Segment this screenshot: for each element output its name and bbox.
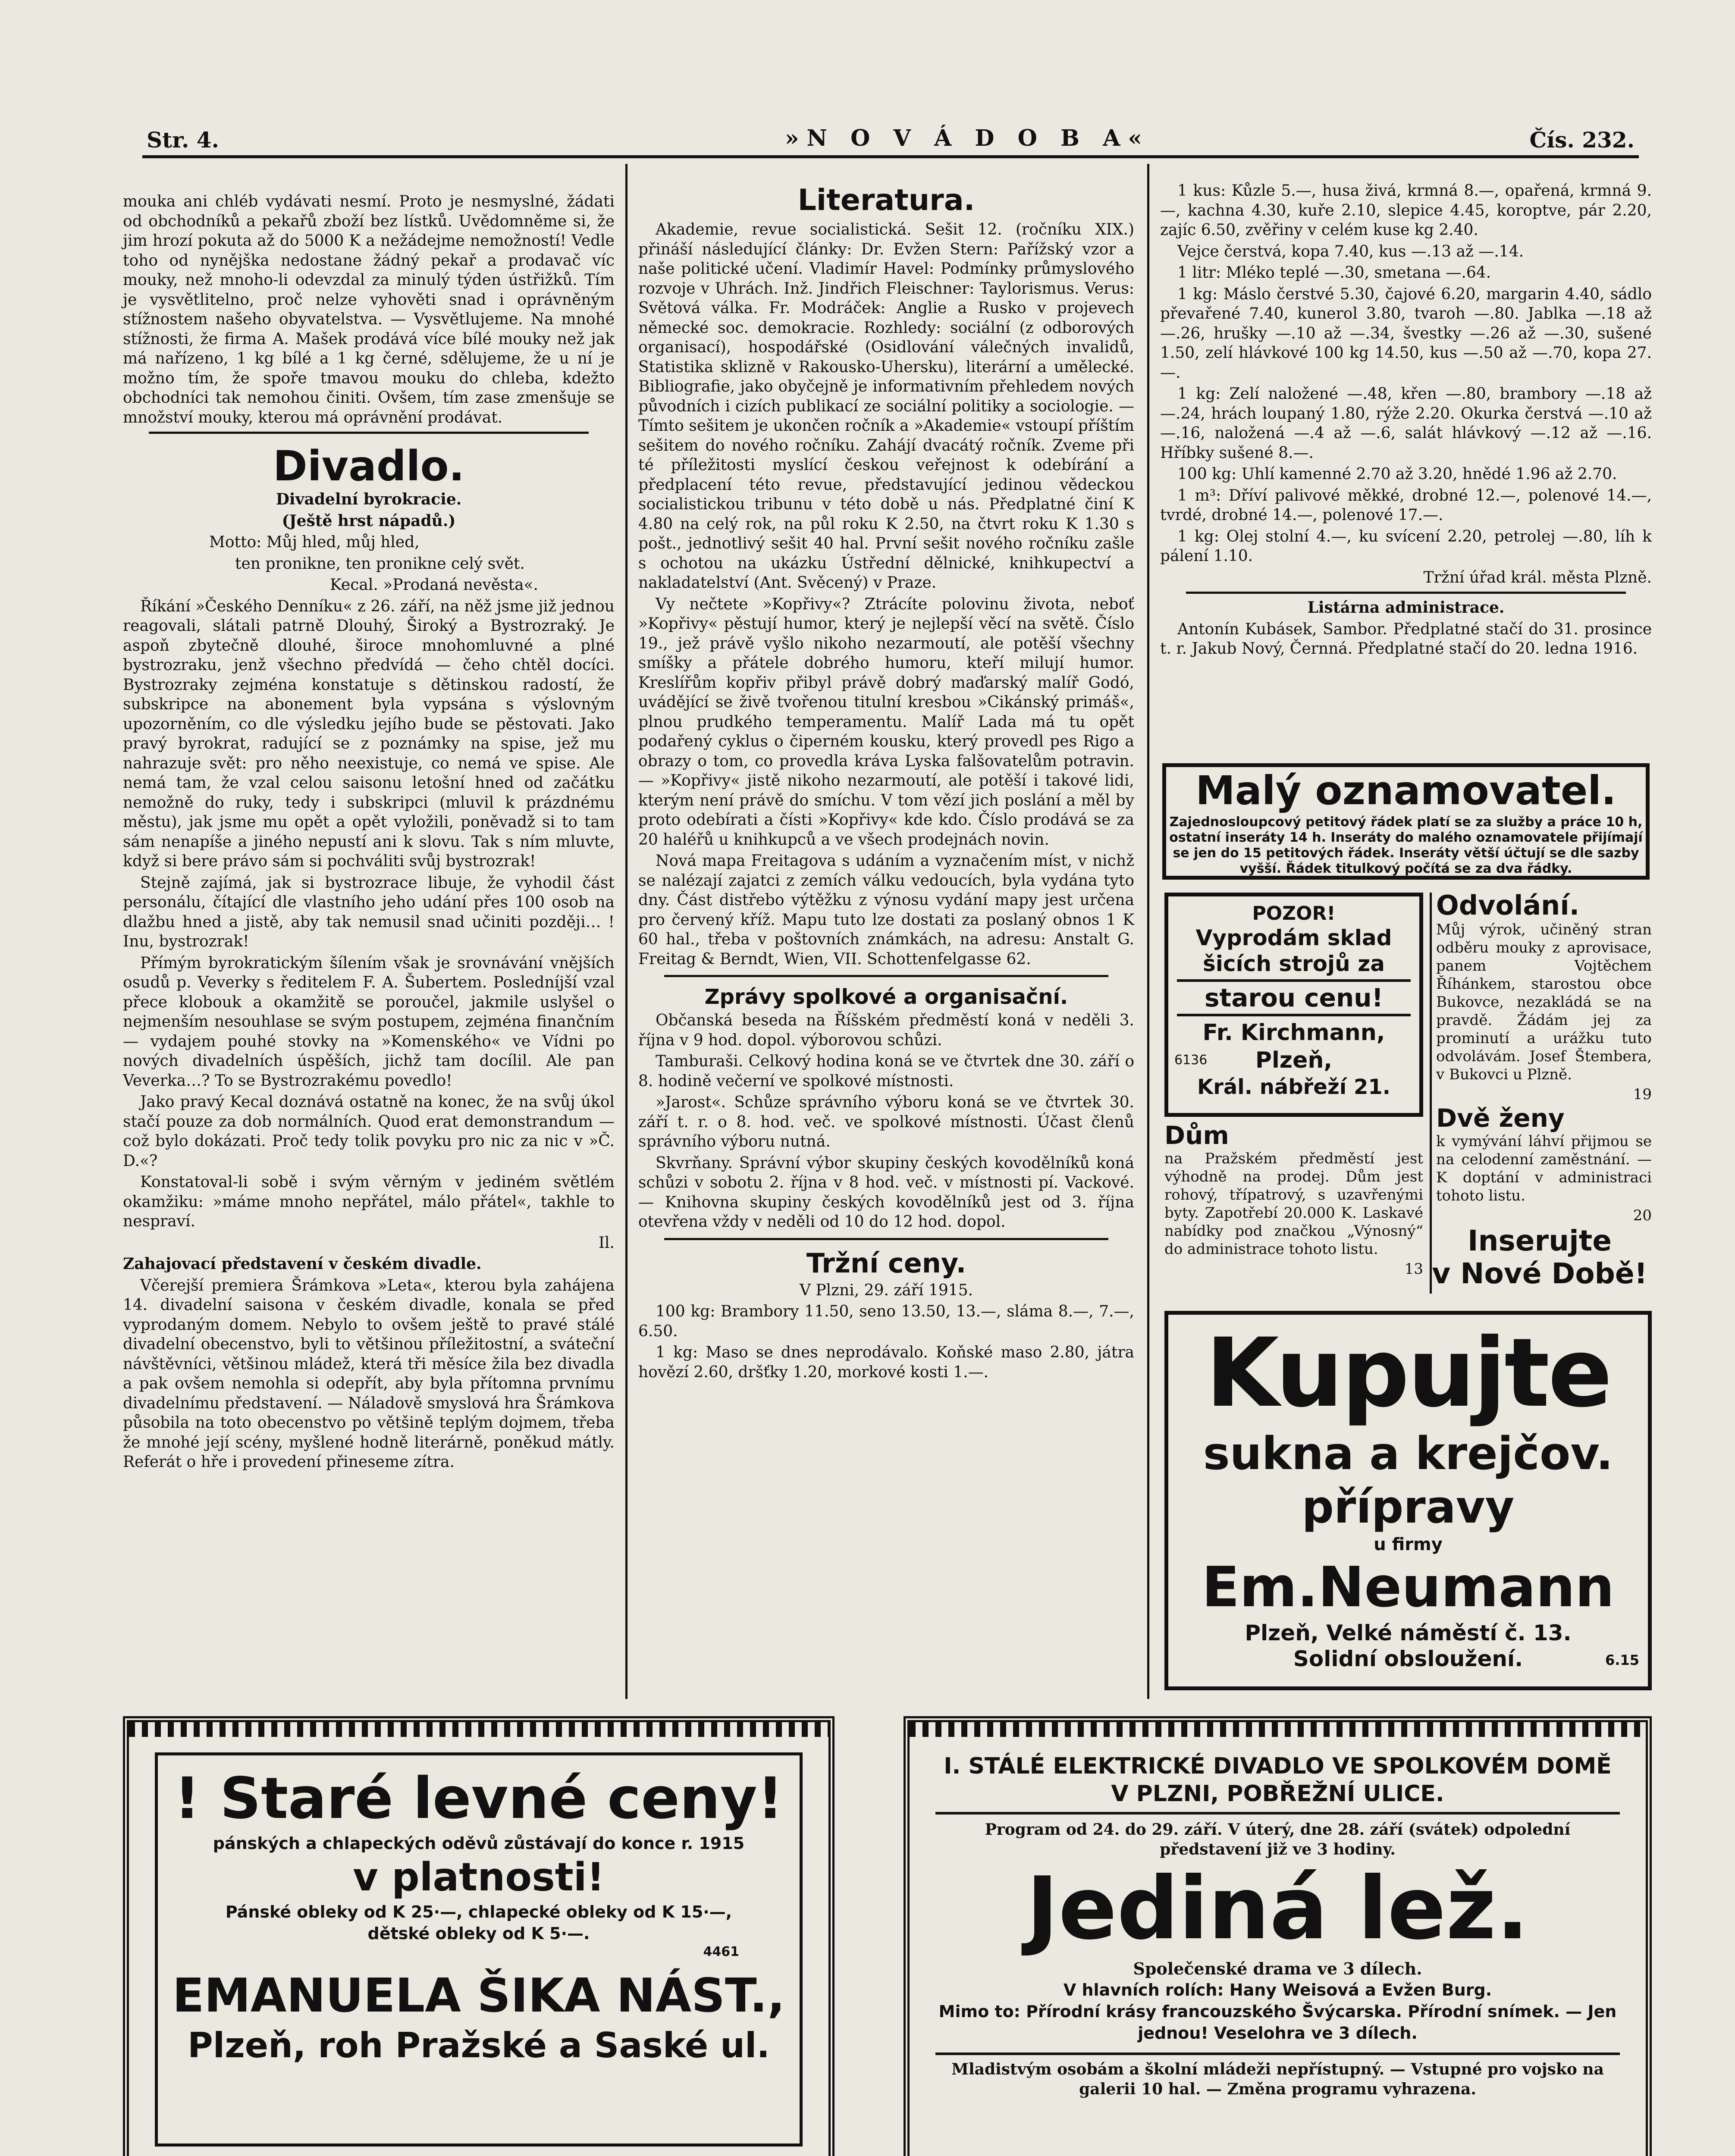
ad-elektricke-divadlo bbox=[904, 1716, 1652, 2156]
article-text: 1 kg: Maso se dnes neprodávalo. Koňské maso 2.80, játra hovězí 2.60, dršťky 1.20, morkové kosti 1.—. bbox=[638, 1344, 1134, 1381]
article-text: 1 kus: Kůzle 5.—, husa živá, krmná 8.—, opařená, krmná 9.—, kachna 4.30, kuře 2.10, slepice 4.45, koroptve, pár 2.20, zajíc 6.50, zvěřiny v celém kuse kg 2.40. bbox=[1160, 182, 1652, 239]
article-text: 100 kg: Uhlí kamenné 2.70 až 3.20, hnědé 1.96 až 2.70. bbox=[1177, 465, 1617, 483]
ad-text: v platnosti! bbox=[353, 1855, 605, 1900]
ad-text: Mimo to: Přírodní krásy francouzského Švýcarska. Přírodní snímek. — Jen jednou! Veselohra ve 3 dílech. bbox=[938, 2002, 1617, 2043]
ad-headline: ! Staré levné ceny! bbox=[174, 1765, 784, 1832]
ad-title: Dvě ženy bbox=[1436, 1103, 1565, 1133]
ad-text: I. STÁLÉ ELEKTRICKÉ DIVADLO VE SPOLKOVÉM DOMĚ V PLZNI, POBŘEŽNÍ ULICE. bbox=[935, 1752, 1620, 1814]
ad-border-pattern bbox=[129, 1722, 828, 1737]
article-text: mouka ani chléb vydávati nesmí. Proto je nesmyslné, žádati od obchodníků a pekařů zboží bez lístků. Uvědomněme si, že jim hrozí pokuta až do 5000 K a nežádejme nemožností! Vedle toho od nynějška nedostane žádný pekař a prodavač víc mouky, než mnoho-li odevzdal za minulý týden ústřižků. Tím je vysvětlitelno, proč nelze vyhověti snad i oprávněným stížnostem našeho obyvatelstva. — Vysvětlujeme. Na mnohé stížnosti, že firma A. Mašek prodává více bílé mouky než jak má nařízeno, 1 kg bílé a 1 kg černé, sdělujeme, že u ní je možno tím, že spoře tmavou mouku do chleba, kdežto obchodníci tak nemohou činiti. Ovšem, tím zase zmenšuje se množství mouky, kterou má oprávnění prodávat. bbox=[123, 193, 615, 426]
motto-line: Motto: Můj hled, můj hled, bbox=[209, 533, 420, 551]
ad-number: 6136 bbox=[1174, 1053, 1208, 1068]
ad-text: ostatní inseráty 14 h. Inseráty do malého oznamovatele přijímají bbox=[1169, 830, 1643, 845]
dateline: V Plzni, 29. září 1915. bbox=[799, 1281, 973, 1299]
column-1 bbox=[123, 192, 615, 1474]
ad-title: Dům bbox=[1164, 1121, 1229, 1150]
ad-text: v Nové Době! bbox=[1432, 1257, 1647, 1290]
column-3 bbox=[1160, 181, 1652, 661]
ad-text: u firmy bbox=[1374, 1535, 1443, 1554]
ad-text: Můj výrok, učiněný stran odběru mouky z aprovisace, panem Vojtěchem Říhánkem, starostou obce Bukovce, nezakládá se na pravdě. Žádám jej za prominutí a urážku tuto odvolávám. Josef Štembera, v Bukovci u Plzně. bbox=[1436, 921, 1652, 1083]
article-text: Občanská beseda na Říšském předměstí koná v neděli 3. října v 9 hod. dopol. výborovou schůzi. bbox=[638, 1012, 1134, 1049]
ad-inserujte bbox=[1428, 1225, 1652, 1290]
ad-odvolani bbox=[1436, 890, 1652, 1105]
section-heading-listarna: Listárna administrace. bbox=[1307, 599, 1505, 617]
article-title: Divadelní byrokracie. bbox=[276, 490, 462, 508]
article-text: Jako pravý Kecal doznává ostatně na konec, že na svůj úkol stačí pouze za dob normálních. Quod erat demonstrandum — což bylo dokázati. Proč tedy tolik povyku pro nic za nic v »Č. D.«? bbox=[123, 1093, 615, 1170]
divider bbox=[1186, 592, 1626, 594]
section-heading-trzni-ceny: Tržní ceny. bbox=[806, 1247, 966, 1279]
article-text: Skvrňany. Správní výbor skupiny českých kovodělníků koná schůzi v sobotu 2. října v 8 hod. več. v místnosti pí. Vackové. — Knihovna skupiny českých kovodělníků jest od 3. října otevřena vždy v neděli od 10 do 12 hod. dopol. bbox=[638, 1154, 1134, 1231]
ad-headline: Kupujte bbox=[1205, 1318, 1611, 1428]
article-text: 1 kg: Olej stolní 4.—, ku svícení 2.20, petrolej —.80, líh k pálení 1.10. bbox=[1160, 527, 1652, 565]
section-heading-divadlo: Divadlo. bbox=[273, 442, 464, 490]
ad-text: Solidní obsloužení. bbox=[1293, 1646, 1523, 1671]
article-text: Konstatoval-li sobě i svým věrným v jediném světlém okamžiku: »máme mnoho nepřátel, málo přátel«, takhle to nespraví. bbox=[123, 1173, 615, 1230]
ad-kirchmann bbox=[1164, 893, 1423, 1117]
ad-title: Odvolání. bbox=[1436, 890, 1580, 921]
divider bbox=[149, 432, 589, 437]
article-text: 1 litr: Mléko teplé —.30, smetana —.64. bbox=[1177, 264, 1491, 282]
ad-brand: EMANUELA ŠIKA NÁST., bbox=[172, 1969, 785, 2023]
motto-line: ten pronikne, ten pronikne celý svět. bbox=[235, 555, 525, 573]
ad-text: Vyprodám sklad bbox=[1195, 925, 1392, 950]
article-subtitle: (Ještě hrst nápadů.) bbox=[282, 511, 456, 530]
motto-line: Kecal. »Prodaná nevěsta«. bbox=[330, 576, 538, 594]
column-2 bbox=[638, 181, 1134, 1384]
ad-text: Společenské drama ve 3 dílech. bbox=[1133, 1959, 1422, 1978]
article-text: Vejce čerstvá, kopa 7.40, kus —.13 až —.14. bbox=[1177, 242, 1524, 260]
article-text: Říkání »Českého Denníku« z 26. září, na něž jsme již jednou reagovali, slátali patrně Dlouhý, Široký a Bystrozraký. Je aspoň zbytečně dlouhé, široce mnohomluvné a plné bystrozraku, jenž všechno předvídá — čeho chtěl docíci. Bystrozraky zejména konstatuje s dětinskou radostí, že subskripce na abonement byla vypsána s výslovným upozorněním, co dle výsledku jejího bude se pěstovati. Jako pravý byrokrat, radující se z poznámky na spise, jež mu nahrazuje svět: pro něho neexistuje, co nemá ve spise. Ale nemá tam, že vzal celou saisonu letošní hned od začátku nemožně do ruky, tedy i subskripci (mluvil k prázdnému městu), jak jsme mu opět a opět vyložili, poněvadž si to tam sám nenapíše a jiného nepustí ani k slovu. Tak s ním mluvte, když si bere právo sám si pochváliti svůj bystrozrak! bbox=[123, 597, 615, 870]
article-text: Antonín Kubásek, Sambor. Předplatné stačí do 31. prosince t. r. Jakub Nový, Černná. Předplatné stačí do 20. ledna 1916. bbox=[1160, 620, 1652, 658]
ad-text: starou cenu! bbox=[1177, 979, 1411, 1016]
ad-text: přípravy bbox=[1302, 1481, 1515, 1533]
ad-text: Pánské obleky od K 25·—, chlapecké obleky od K 15·—, dětské obleky od K 5·—. bbox=[225, 1902, 732, 1943]
ad-text: se jen do 15 petitových řádek. Inseráty větší účtují se dle sazby bbox=[1173, 846, 1639, 861]
ad-dve-zeny bbox=[1436, 1104, 1652, 1226]
signature: Tržní úřad král. města Plzně. bbox=[1423, 568, 1652, 586]
ad-text: na Pražském předměstí jest výhodně na prodej. Dům jest rohový, třípatrový, s uzavřenými byty. Zapotřebí 20.000 K. Laskavé nabídky pod značkou „Výnosný“ do administrace tohoto listu. bbox=[1164, 1150, 1423, 1258]
ad-text: Plzeň, bbox=[1255, 1047, 1333, 1073]
ad-number: 20 bbox=[1633, 1207, 1652, 1224]
ad-kupujte bbox=[1164, 1311, 1652, 1690]
ad-text: POZOR! bbox=[1252, 903, 1336, 924]
ad-text: Zajednosloupcový petitový řádek platí se za služby a práce 10 h, bbox=[1169, 815, 1643, 830]
ad-text: Mladistvým osobám a školní mládeži nepřístupný. — Vstupné pro vojsko na galerii 10 hal. — Změna programu vyhrazena. bbox=[935, 2053, 1620, 2099]
section-heading-zpravy: Zprávy spolkové a organisační. bbox=[704, 985, 1068, 1009]
column-rule bbox=[1147, 164, 1149, 1699]
article-text: Akademie, revue socialistická. Sešit 12. (ročníku XIX.) přináší následující články: Dr. Evžen Stern: Pařížský vzor a naše politické učení. Vladimír Havel: Podmínky průmyslového rozvoje v Uhrách. Inž. Jindřich Fleischner: Taylorismus. Verus: Světová válka. Fr. Modráček: Anglie a Rusko v projevech německé soc. demokracie. Rozhledy: sociální (z odborových organisací), hospodářské (Osidlování válečných invalidů, Statistika sklizně v Rakousko-Uhersku), literární a umělecké. Bibliografie, jako obyčejně je informativním přehledem nových původních i cizích publikací ze sociální politiky a sociologie. — Tímto sešitem je ukončen ročník a »Akademie« vstoupí příštím sešitem do nového ročníku. Zahájí dvacátý ročník. Zveme při té příležitosti myslící českou veřejnost k odebírání a předplacení této revue, představující jedinou vědeckou socialistickou tribunu v této době u nás. Předplatné činí K 4.80 na celý rok, na půl roku K 2.50, na čtvrt roku K 1.30 s pošt., jednotlivý sešit 40 hal. První sešit nového ročníku zašle s ochotou na ukázku Ústřední dělnické, knihkupectví a nakladatelství (Ant. Svěcený) v Praze. bbox=[638, 221, 1134, 592]
article-text: 1 m³: Dříví palivové měkké, drobné 12.—, polenové 14.—, tvrdé, drobné 14.—, polenové 17.—. bbox=[1160, 486, 1652, 524]
article-text: 100 kg: Brambory 11.50, seno 13.50, 13.—, sláma 8.—, 7.—, 6.50. bbox=[638, 1303, 1134, 1340]
ad-maly-oznamovatel bbox=[1162, 763, 1650, 880]
page-number: Str. 4. bbox=[147, 127, 219, 153]
ad-sika bbox=[123, 1716, 835, 2156]
article-text: 1 kg: Zelí naložené —.48, křen —.80, brambory —.18 až —.24, hrách loupaný 1.80, rýže 2.20. Okurka čerstvá —.10 až —.16, naložená —.4 až —.6, salát hlávkový —.12 až —.16. Hříbky sušené 8.—. bbox=[1160, 385, 1652, 462]
page-header bbox=[142, 125, 1639, 158]
column-rule bbox=[625, 164, 627, 1699]
ad-number: 4461 bbox=[703, 1944, 739, 1959]
ad-brand: Em.Neumann bbox=[1202, 1555, 1615, 1620]
article-text: Přímým byrokratickým šílením však je srovnávání vnějších osudů p. Veverky s ředitelem F. A. Šubertem. Posledníjší vzal přece klobouk a okamžitě se poroučel, jakmile uslyšel o nejmenším nesouhlase se svým postupem, zejména finančním — vydajem pouhé stovky na »Komenského« ve Vídni po nových divadelních úspěších, jichž tam docílil. Ale pan Veverka…? To se Bystrozrakému povedlo! bbox=[123, 954, 615, 1090]
ad-text: Král. nábřeží 21. bbox=[1197, 1075, 1390, 1099]
ad-text: Inserujte bbox=[1467, 1224, 1612, 1257]
ad-text: Plzeň, roh Pražské a Saské ul. bbox=[188, 2025, 770, 2065]
ad-text: Program od 24. do 29. září. V úterý, dne 28. září (svátek) odpolední představení již ve 3 hodiny. bbox=[985, 1821, 1571, 1858]
ad-number: 19 bbox=[1633, 1086, 1652, 1103]
article-text: Stejně zajímá, jak si bystrozrace libuje, že vyhodil část personálu, čítající dle vlastního jeho udání přes 100 osob na dlažbu hned a jistě, aby tak nemusil snad učiniti později… ! Inu, bystrozrak! bbox=[123, 874, 615, 950]
ad-text: šicích strojů za bbox=[1203, 951, 1385, 976]
ad-dum bbox=[1164, 1121, 1423, 1280]
article-text: Nová mapa Freitagova s udáním a vyznačením míst, v nichž se nalézají zajatci z zemích válku vedoucích, byla vydána tyto dny. Část distřebo výtěžku z výnosu vydání mapy jest určena pro červený kříž. Mapu tuto lze dostati za poslaný obnos 1 K 60 hal., třeba v poštovních známkách, na adresu: Anstalt G. Freitag & Berndt, Wien, VII. Schottenfelgasse 62. bbox=[638, 852, 1134, 968]
issue-number: Čís. 232. bbox=[1529, 127, 1635, 153]
article-text: 1 kg: Máslo čerstvé 5.30, čajové 6.20, margarin 4.40, sádlo převařené 7.40, kunerol 3.80, tvaroh —.80. Jablka —.18 až —.26, hrušky —.10 až —.34, švestky —.26 až —.30, sušené 1.50, zelí hlávkové 100 kg 14.50, kus —.50 až —.70, kopa 27.—. bbox=[1160, 285, 1652, 382]
ad-text: Fr. Kirchmann, bbox=[1202, 1020, 1385, 1046]
divider bbox=[664, 975, 1108, 977]
article-text: Tamburaši. Celkový hodina koná se ve čtvrtek dne 30. září o 8. hodině večerní ve spolkové místnosti. bbox=[638, 1053, 1134, 1090]
article-text: »Jarost«. Schůze správního výboru koná se ve čtvrtek 30. září t. r. o 8. hod. več. ve spolkové místnosti. Účast členů správního výboru nutná. bbox=[638, 1094, 1134, 1150]
ad-text: k vymývání láhví přijmou se na celodenní zaměstnání. — K doptání v administraci tohoto listu. bbox=[1436, 1133, 1652, 1204]
ad-border-pattern bbox=[910, 1722, 1646, 1737]
ad-title: Malý oznamovatel. bbox=[1195, 768, 1616, 814]
article-title: Zahajovací představení v českém divadle. bbox=[123, 1255, 482, 1273]
article-text: Vy nečtete »Kopřivy«? Ztrácíte polovinu života, neboť »Kopřivy« pěstují humor, který je nejlepší věcí na světě. Číslo 19., jež právě vyšlo nikoho nezarmoutí, ale potěší všechny smíšky a přátele dobrého humoru, kteří milují humor. Kreslířům kopřiv přibyl právě dobrý maďarský malíř Godó, uvádějící se živě tvořenou titulní kresbou »Cikánský primáš«, plnou prudkého temperamentu. Malíř Lada má tu opět podařený cyklus o čiperném kousku, který provedl pes Rigo a obrazy o tom, co provedla kráva Lyska falšovatelům potravin. — »Kopřivy« jistě nikoho nezarmoutí, ale potěší i takové lidi, kterým není právě do smíchu. V tom vězí jich poslání a měl by proto odebírati a čísti »Kopřivy« kde kdo. Číslo prodává se za 20 haléřů u knihkupců a ve všech prodejnách novin. bbox=[638, 595, 1134, 849]
ad-number: 13 bbox=[1404, 1260, 1423, 1278]
section-heading-literatura: Literatura. bbox=[797, 183, 975, 217]
article-text: Včerejší premiera Šrámkova »Leta«, kterou byla zahájena 14. divadelní saisona v českém divadle, konala se před vyprodaným domem. Nebylo to ovšem ještě to pravé stálé divadelní obecenstvo, byli to většinou příležitostní, a sváteční návštěvníci, většinou mládež, která tři měsíce žila bez divadla a pak ovšem nemohla si odepřít, aby byla přítomna prvnímu divadelnímu představení. — Náladově smyslová hra Šrámkova působila na toto obecenstvo po většině teplým dojmem, třeba že mnohé její scény, myšlené hodně literárně, poněkud mátly. Referát o hře i provedení přineseme zítra. bbox=[123, 1276, 615, 1471]
ad-text: V hlavních rolích: Hany Weisová a Evžen Burg. bbox=[1063, 1981, 1492, 1999]
ad-text: vyšší. Řádek titulkový počítá se za dva řádky. bbox=[1239, 861, 1572, 876]
ad-text: Plzeň, Velké náměstí č. 13. bbox=[1245, 1620, 1572, 1645]
ad-headline: Jediná lež. bbox=[1026, 1858, 1529, 1959]
ad-text: sukna a krejčov. bbox=[1203, 1427, 1613, 1480]
signature: Il. bbox=[598, 1234, 615, 1252]
ad-text: pánských a chlapeckých oděvů zůstávají do konce r. 1915 bbox=[213, 1834, 745, 1853]
ad-number: 6.15 bbox=[1605, 1652, 1639, 1668]
divider bbox=[664, 1238, 1108, 1240]
newspaper-title: »N O V Á D O B A« bbox=[785, 125, 1150, 151]
